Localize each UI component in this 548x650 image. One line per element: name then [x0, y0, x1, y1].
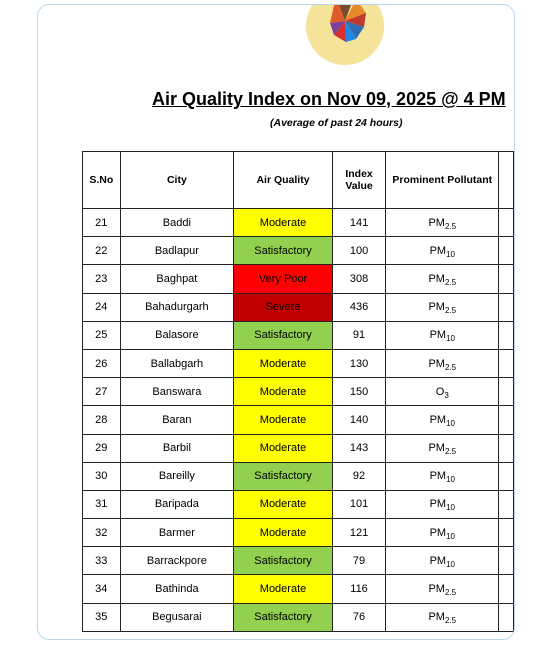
cell-sno: 35 — [83, 603, 121, 631]
cell-index-value: 116 — [332, 575, 385, 603]
cell-pollutant — [386, 434, 499, 462]
cell-city: Bathinda — [120, 575, 234, 603]
pollutant-name: PM — [429, 329, 447, 342]
cell-sno: 31 — [83, 490, 121, 518]
cell-index-value: 141 — [332, 209, 385, 237]
cell-air-quality: Moderate — [234, 209, 333, 237]
cell-city: Baddi — [120, 209, 234, 237]
pollutant-name: PM — [428, 301, 445, 314]
cell-index-value: 143 — [332, 434, 385, 462]
cell-pollutant — [386, 209, 499, 237]
cell-city: Badlapur — [120, 237, 234, 265]
pollutant-name: PM — [428, 272, 445, 285]
cell-extra — [499, 575, 514, 603]
table-row — [83, 490, 514, 518]
cell-extra — [499, 603, 514, 631]
pollutant-name: PM — [429, 526, 447, 539]
cell-index-value: 79 — [332, 547, 385, 575]
cell-index-value: 101 — [332, 490, 385, 518]
column-header-city: City — [120, 152, 234, 209]
cell-extra — [499, 519, 514, 547]
cell-sno: 24 — [83, 293, 121, 321]
table-row — [83, 265, 514, 293]
cell-extra — [499, 349, 514, 377]
cell-city: Baran — [120, 406, 234, 434]
cell-air-quality: Moderate — [234, 575, 333, 603]
pollutant-subscript: 10 — [446, 531, 455, 541]
cell-air-quality: Satisfactory — [234, 321, 333, 349]
cell-extra — [499, 406, 514, 434]
cell-air-quality: Satisfactory — [234, 603, 333, 631]
pollutant-subscript: 10 — [446, 475, 455, 485]
table-row — [83, 462, 514, 490]
cell-air-quality: Moderate — [234, 490, 333, 518]
cell-pollutant — [386, 265, 499, 293]
cell-extra — [499, 434, 514, 462]
cell-pollutant — [386, 237, 499, 265]
table-row — [83, 293, 514, 321]
pollutant-subscript: 10 — [446, 418, 455, 428]
table-row — [83, 406, 514, 434]
cell-city: Barrackpore — [120, 547, 234, 575]
cell-index-value: 121 — [332, 519, 385, 547]
cell-extra — [499, 237, 514, 265]
cell-sno: 29 — [83, 434, 121, 462]
cell-index-value: 91 — [332, 321, 385, 349]
table-row — [83, 209, 514, 237]
pollutant-name: PM — [429, 554, 447, 567]
pollutant-subscript: 2.5 — [444, 306, 457, 316]
table-body — [83, 209, 514, 632]
cell-index-value: 130 — [332, 349, 385, 377]
cell-sno: 34 — [83, 575, 121, 603]
column-header-index-value: Index Value — [332, 152, 385, 209]
table-row — [83, 547, 514, 575]
cell-extra — [499, 293, 514, 321]
cell-city: Ballabgarh — [120, 349, 234, 377]
cell-pollutant — [386, 293, 499, 321]
pollutant-name: PM — [429, 470, 447, 483]
cell-pollutant — [386, 547, 499, 575]
cell-sno: 32 — [83, 519, 121, 547]
cell-extra — [499, 462, 514, 490]
cell-index-value: 308 — [332, 265, 385, 293]
column-header-extra — [499, 152, 514, 209]
pollutant-subscript: 2.5 — [444, 447, 457, 457]
table-row — [83, 603, 514, 631]
cell-air-quality: Satisfactory — [234, 462, 333, 490]
cell-city: Baripada — [120, 490, 234, 518]
aqi-logo-icon — [306, 4, 384, 65]
pollutant-subscript: 2.5 — [444, 221, 457, 231]
pollutant-name: PM — [429, 413, 447, 426]
cell-extra — [499, 490, 514, 518]
cell-sno: 27 — [83, 378, 121, 406]
cell-sno: 26 — [83, 349, 121, 377]
cell-extra — [499, 209, 514, 237]
cell-air-quality: Very Poor — [234, 265, 333, 293]
cell-city: Bareilly — [120, 462, 234, 490]
page-title: Air Quality Index on Nov 09, 2025 @ 4 PM — [152, 89, 506, 109]
cell-air-quality: Satisfactory — [234, 547, 333, 575]
cell-pollutant — [386, 378, 499, 406]
cell-extra — [499, 321, 514, 349]
cell-air-quality: Moderate — [234, 434, 333, 462]
cell-pollutant — [386, 575, 499, 603]
cell-pollutant — [386, 349, 499, 377]
table-header-row — [83, 152, 514, 209]
cell-index-value: 100 — [332, 237, 385, 265]
column-header-air-quality: Air Quality — [234, 152, 333, 209]
cell-sno: 21 — [83, 209, 121, 237]
pollutant-subscript: 10 — [446, 249, 455, 259]
pollutant-name: PM — [428, 583, 445, 596]
cell-pollutant — [386, 519, 499, 547]
cell-air-quality: Severe — [234, 293, 333, 321]
cell-air-quality: Moderate — [234, 378, 333, 406]
cell-index-value: 76 — [332, 603, 385, 631]
cell-index-value: 92 — [332, 462, 385, 490]
pollutant-name: O — [435, 385, 445, 398]
aqi-table — [82, 151, 514, 632]
table-row — [83, 575, 514, 603]
cell-pollutant — [386, 321, 499, 349]
cell-city: Balasore — [120, 321, 234, 349]
column-header-sno: S.No — [83, 152, 121, 209]
pollutant-name: PM — [428, 357, 445, 370]
pollutant-name: PM — [429, 244, 447, 257]
cell-index-value: 436 — [332, 293, 385, 321]
cell-extra — [499, 265, 514, 293]
pollutant-name: PM — [428, 216, 445, 229]
cell-city: Bahadurgarh — [120, 293, 234, 321]
cell-sno: 28 — [83, 406, 121, 434]
pollutant-name: PM — [429, 498, 447, 511]
cell-sno: 22 — [83, 237, 121, 265]
pollutant-name: PM — [428, 611, 445, 624]
cell-extra — [499, 378, 514, 406]
table-row — [83, 349, 514, 377]
cell-city: Begusarai — [120, 603, 234, 631]
pollutant-subscript: 10 — [446, 334, 455, 344]
cell-sno: 25 — [83, 321, 121, 349]
pollutant-subscript: 10 — [446, 503, 455, 513]
table-row — [83, 519, 514, 547]
cell-city: Barmer — [120, 519, 234, 547]
column-header-pollutant: Prominent Pollutant — [386, 152, 499, 209]
cell-sno: 23 — [83, 265, 121, 293]
cell-air-quality: Satisfactory — [234, 237, 333, 265]
cell-extra — [499, 547, 514, 575]
table-row — [83, 434, 514, 462]
pollutant-subscript: 2.5 — [444, 588, 457, 598]
cell-pollutant — [386, 603, 499, 631]
cell-air-quality: Moderate — [234, 406, 333, 434]
cell-city: Baghpat — [120, 265, 234, 293]
cell-index-value: 140 — [332, 406, 385, 434]
cell-sno: 33 — [83, 547, 121, 575]
pollutant-subscript: 2.5 — [444, 616, 457, 626]
pollutant-subscript: 2.5 — [444, 277, 457, 287]
page-subtitle: (Average of past 24 hours) — [270, 117, 403, 129]
cell-pollutant — [386, 462, 499, 490]
report-card — [37, 4, 515, 640]
pollutant-subscript: 3 — [444, 390, 449, 400]
cell-pollutant — [386, 406, 499, 434]
table-row — [83, 321, 514, 349]
cell-sno: 30 — [83, 462, 121, 490]
pollutant-subscript: 2.5 — [444, 362, 457, 372]
cell-air-quality: Moderate — [234, 519, 333, 547]
table-row — [83, 237, 514, 265]
pollutant-subscript: 10 — [446, 559, 455, 569]
cell-city: Banswara — [120, 378, 234, 406]
cell-city: Barbil — [120, 434, 234, 462]
cell-air-quality: Moderate — [234, 349, 333, 377]
cell-index-value: 150 — [332, 378, 385, 406]
table-row — [83, 378, 514, 406]
pollutant-name: PM — [428, 442, 445, 455]
cell-pollutant — [386, 490, 499, 518]
